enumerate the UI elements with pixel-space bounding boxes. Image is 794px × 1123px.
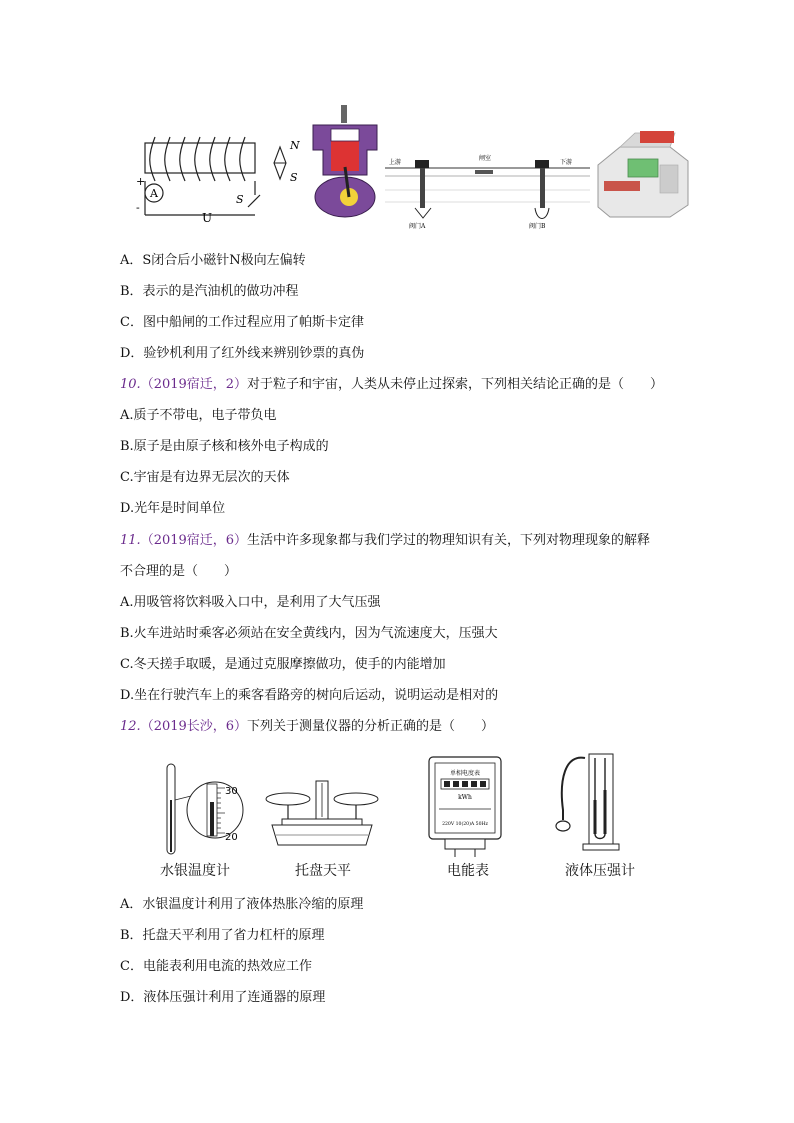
q10-option-a: A.质子不带电，电子带负电 [120, 408, 277, 423]
minus-sign: - [136, 201, 140, 214]
q11-source: （2019宿迁，6） [140, 533, 248, 548]
caption-energy-meter: 电能表 [447, 863, 489, 879]
manometer-figure [545, 750, 625, 855]
q11-stem-line [120, 532, 650, 550]
q10-source: （2019宿迁，2） [140, 377, 248, 392]
upstream-label: 上游 [389, 159, 402, 166]
caption-manometer: 液体压强计 [565, 863, 635, 879]
q12-stem: 下列关于测量仪器的分析正确的是（ ） [247, 719, 495, 734]
compass-s-label: S [290, 171, 298, 184]
q12-option-d: D．液体压强计利用了连通器的原理 [120, 990, 326, 1005]
q12-source: （2019长沙，6） [140, 719, 248, 734]
q11-option-c: C.冬天搓手取暖，是通过克服摩擦做功，使手的内能增加 [120, 657, 446, 672]
q9-option-d: D．验钞机利用了红外线来辨别钞票的真伪 [120, 346, 365, 361]
caption-balance: 托盘天平 [295, 863, 351, 879]
q12-option-a: A．水银温度计利用了液体热胀冷缩的原理 [120, 897, 364, 912]
q9-option-a: A．S闭合后小磁针N极向左偏转 [120, 253, 306, 268]
compass-n-label: N [290, 139, 300, 152]
switch-label: S [236, 193, 244, 206]
mercury-thermometer-figure [155, 760, 245, 860]
q10-option-d: D.光年是时间单位 [120, 501, 226, 516]
q10-number: 10. [120, 377, 141, 392]
q11-stem-1: 生活中许多现象都与我们学过的物理知识有关，下列对物理现象的解释 [247, 533, 651, 548]
plus-sign: + [136, 175, 146, 188]
gate-b-label: 阀门B [529, 223, 546, 230]
ship-lock-figure [385, 150, 590, 230]
tray-balance-figure [262, 775, 382, 855]
solenoid-circuit-figure [130, 125, 305, 225]
q10-stem-line [120, 376, 663, 394]
q11-option-b: B.火车进站时乘客必须站在安全黄线内，因为气流速度大，压强大 [120, 626, 498, 641]
q10-stem: 对于粒子和宇宙，人类从未停止过探索，下列相关结论正确的是（ ） [247, 377, 664, 392]
q11-stem-2: 不合理的是（ ） [120, 564, 238, 579]
ammeter-label: A [150, 187, 158, 200]
gate-a-label: 阀门A [409, 223, 426, 230]
q11-option-d: D.坐在行驶汽车上的乘客看路旁的树向后运动，说明运动是相对的 [120, 688, 499, 703]
thermo-tick-20: 20 [225, 832, 238, 843]
q10-option-c: C.宇宙是有边界无层次的天体 [120, 470, 290, 485]
engine-stroke-figure [305, 105, 385, 220]
thermo-tick-30: 30 [225, 786, 238, 797]
meter-title: 单相电度表 [449, 770, 481, 777]
energy-meter-figure [425, 755, 505, 860]
q12-stem-line [120, 718, 494, 736]
meter-unit: kWh [458, 794, 472, 801]
money-counter-figure [590, 125, 695, 220]
q12-number: 12. [120, 719, 141, 734]
caption-thermometer: 水银温度计 [160, 863, 230, 879]
voltage-label: U [202, 211, 213, 225]
downstream-label: 下游 [560, 159, 573, 166]
q11-number: 11. [120, 533, 141, 548]
q9-option-c: C．图中船闸的工作过程应用了帕斯卡定律 [120, 315, 364, 330]
lock-chamber-label: 闸室 [478, 155, 492, 162]
meter-spec: 220V 10(20)A 50Hz [442, 822, 488, 827]
q12-option-c: C．电能表利用电流的热效应工作 [120, 959, 312, 974]
q12-option-b: B．托盘天平利用了省力杠杆的原理 [120, 928, 325, 943]
q11-option-a: A.用吸管将饮料吸入口中，是利用了大气压强 [120, 595, 381, 610]
q9-option-b: B．表示的是汽油机的做功冲程 [120, 284, 299, 299]
q10-option-b: B.原子是由原子核和核外电子构成的 [120, 439, 329, 454]
